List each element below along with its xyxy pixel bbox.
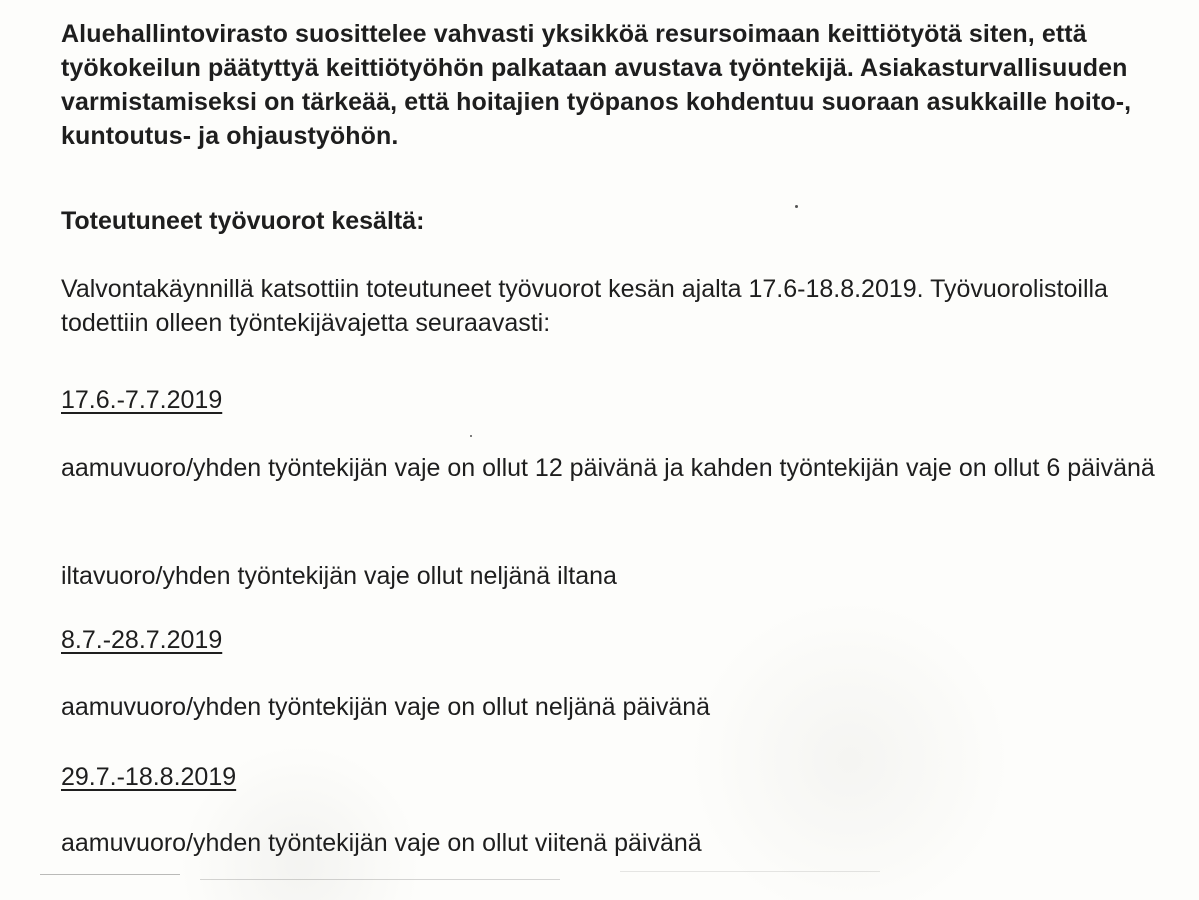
period-1-date-range: 17.6.-7.7.2019 (61, 386, 223, 414)
section-heading: Toteutuneet työvuorot kesältä: (61, 207, 425, 235)
period-1-morning-shift-line: aamuvuoro/yhden työntekijän vaje on ollut 12 päivänä ja kahden työntekijän vaje on ollut 6 päivänä (61, 454, 1155, 482)
section-intro-paragraph: Valvontakäynnillä katsottiin toteutuneet työvuorot kesän ajalta 17.6-18.8.2019. Työvuorolistoilla todettiin olleen työntekijävajetta seuraavasti: (61, 275, 1108, 337)
scan-artifact-line (620, 871, 880, 872)
intro-paragraph: Aluehallintovirasto suosittelee vahvasti yksikköä resursoimaan keittiötyötä siten, että työkokeilun päätyttyä keittiötyöhön palkataan avustava työntekijä. Asiakasturvallisuuden varmistamiseksi on tärkeää, että hoitajien työpanos kohdentuu suoraan asukkaille hoito-, kuntoutus- ja ohjaustyöhön. (61, 20, 1132, 150)
period-1-evening-shift-line: iltavuoro/yhden työntekijän vaje ollut neljänä iltana (61, 562, 617, 590)
period-2-date-range: 8.7.-28.7.2019 (61, 626, 223, 654)
period-2-morning-shift-line: aamuvuoro/yhden työntekijän vaje on ollut neljänä päivänä (61, 693, 711, 721)
scan-artifact-line (40, 874, 180, 875)
scan-speck (470, 435, 472, 437)
scan-speck (795, 205, 798, 208)
scan-artifact-line (200, 879, 560, 880)
period-3-date-range: 29.7.-18.8.2019 (61, 763, 237, 791)
period-3-morning-shift-line: aamuvuoro/yhden työntekijän vaje on ollut viitenä päivänä (61, 829, 702, 857)
